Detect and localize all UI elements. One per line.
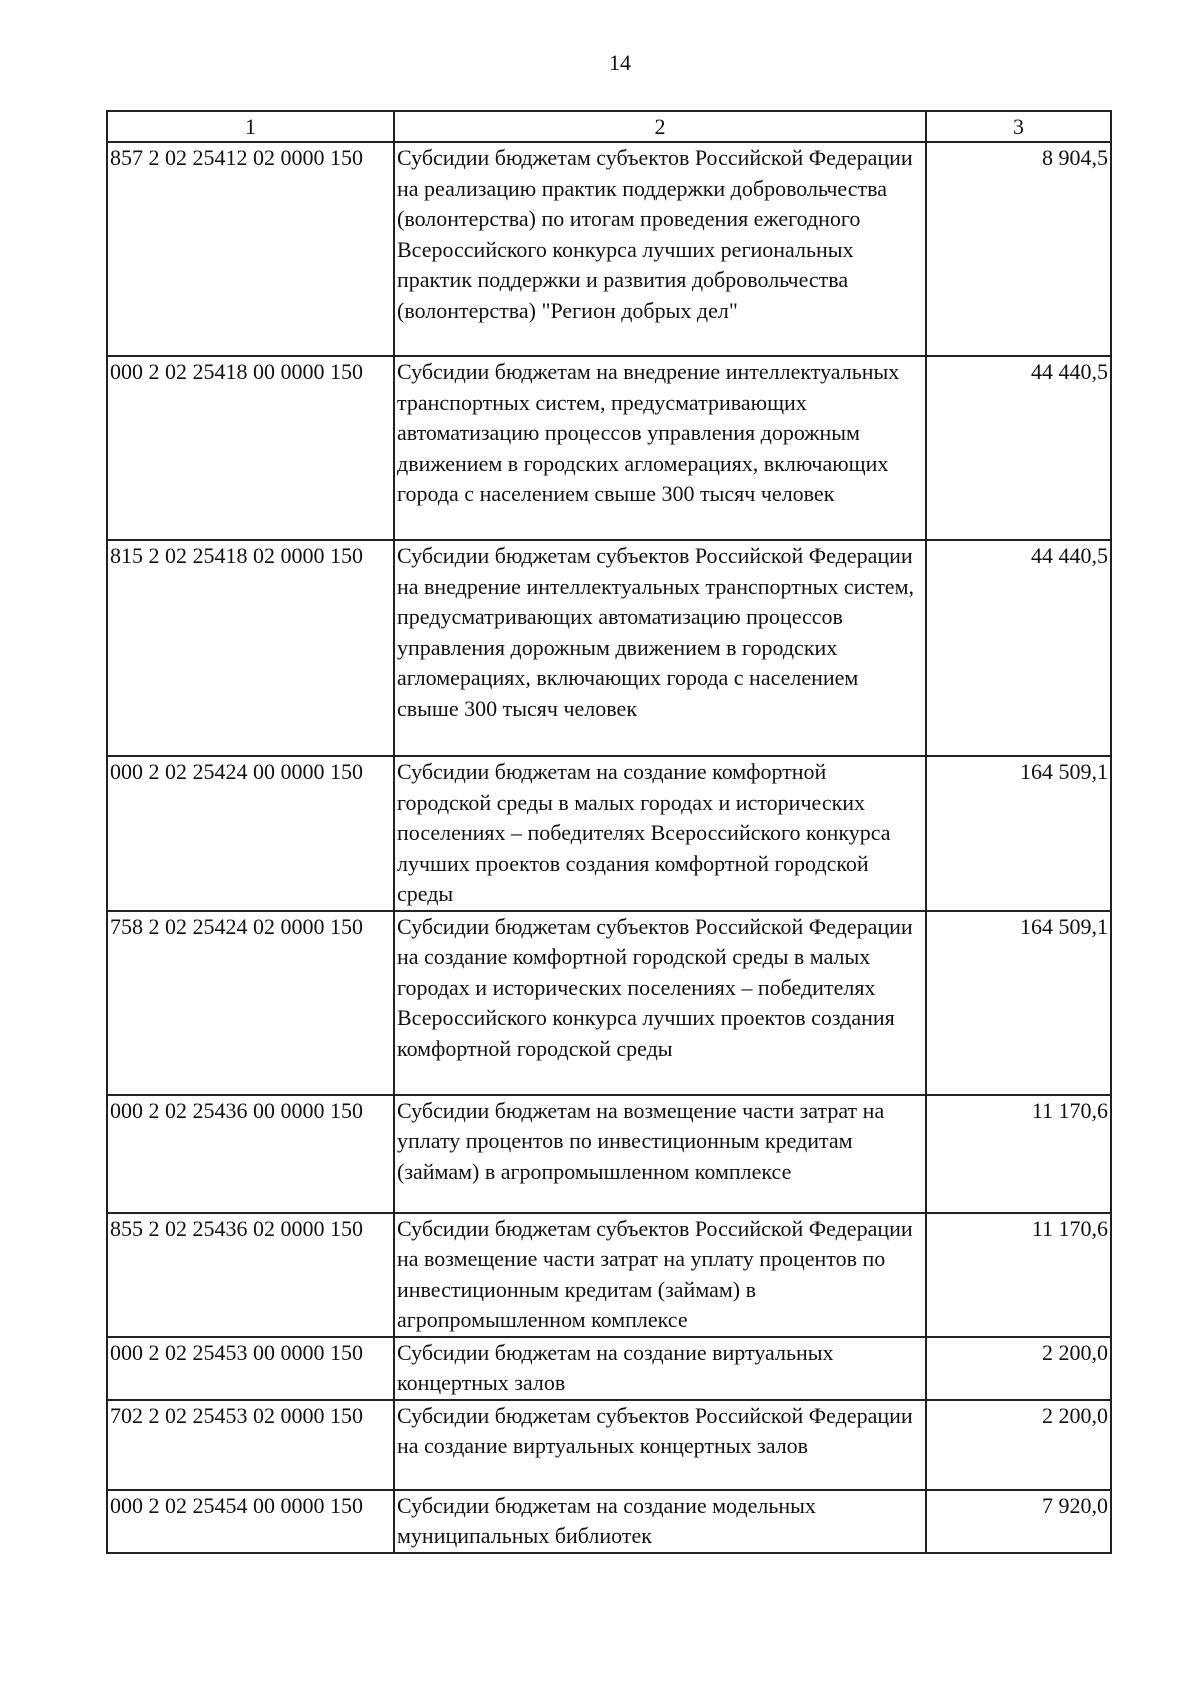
row-amount: 11 170,6 <box>926 1213 1111 1337</box>
row-name: Субсидии бюджетам на создание модельных муниципальных библиотек <box>394 1490 926 1553</box>
row-amount: 7 920,0 <box>926 1490 1111 1553</box>
row-amount: 164 509,1 <box>926 911 1111 1095</box>
row-name: Субсидии бюджетам субъектов Российской Федерации на создание комфортной городской среды в малых городах и исторических поселениях – победителях Всероссийского конкурса лучших проектов создания комфортной городской среды <box>394 911 926 1095</box>
row-amount: 11 170,6 <box>926 1095 1111 1213</box>
row-name: Субсидии бюджетам на создание комфортной городской среды в малых городах и исторических поселениях – победителях Всероссийского конкурса лучших проектов создания комфортной городской среды <box>394 756 926 911</box>
row-code: 702 2 02 25453 02 0000 150 <box>107 1400 394 1490</box>
table-row <box>107 142 1111 356</box>
row-code: 758 2 02 25424 02 0000 150 <box>107 911 394 1095</box>
budget-table <box>106 110 1112 1554</box>
row-name: Субсидии бюджетам на создание виртуальных концертных залов <box>394 1337 926 1400</box>
table-header-row <box>107 111 1111 142</box>
row-name: Субсидии бюджетам на внедрение интеллектуальных транспортных систем, предусматривающих автоматизацию процессов управления дорожным движением в городских агломерациях, включающих города с населением свыше 300 тысяч человек <box>394 356 926 540</box>
row-code: 000 2 02 25436 00 0000 150 <box>107 1095 394 1213</box>
row-code: 815 2 02 25418 02 0000 150 <box>107 540 394 756</box>
row-code: 000 2 02 25424 00 0000 150 <box>107 756 394 911</box>
table-row <box>107 540 1111 756</box>
table-row <box>107 1400 1111 1490</box>
row-name: Субсидии бюджетам субъектов Российской Федерации на возмещение части затрат на уплату процентов по инвестиционным кредитам (займам) в агропромышленном комплексе <box>394 1213 926 1337</box>
row-amount: 44 440,5 <box>926 356 1111 540</box>
page-number: 14 <box>609 50 631 75</box>
table-row <box>107 1095 1111 1213</box>
row-code: 000 2 02 25418 00 0000 150 <box>107 356 394 540</box>
row-amount: 164 509,1 <box>926 756 1111 911</box>
table-row <box>107 356 1111 540</box>
row-name: Субсидии бюджетам на возмещение части затрат на уплату процентов по инвестиционным кредитам (займам) в агропромышленном комплексе <box>394 1095 926 1213</box>
column-header-code: 1 <box>107 111 394 142</box>
table-row <box>107 1213 1111 1337</box>
column-header-amount: 3 <box>926 111 1111 142</box>
table-row <box>107 911 1111 1095</box>
row-name: Субсидии бюджетам субъектов Российской Федерации на создание виртуальных концертных залов <box>394 1400 926 1490</box>
row-amount: 8 904,5 <box>926 142 1111 356</box>
row-code: 000 2 02 25453 00 0000 150 <box>107 1337 394 1400</box>
row-code: 857 2 02 25412 02 0000 150 <box>107 142 394 356</box>
table-row <box>107 1490 1111 1553</box>
table-row <box>107 1337 1111 1400</box>
row-code: 855 2 02 25436 02 0000 150 <box>107 1213 394 1337</box>
column-header-name: 2 <box>394 111 926 142</box>
row-amount: 2 200,0 <box>926 1400 1111 1490</box>
row-amount: 44 440,5 <box>926 540 1111 756</box>
row-name: Субсидии бюджетам субъектов Российской Федерации на внедрение интеллектуальных транспортных систем, предусматривающих автоматизацию процессов управления дорожным движением в городских агломерациях, включающих города с населением свыше 300 тысяч человек <box>394 540 926 756</box>
row-amount: 2 200,0 <box>926 1337 1111 1400</box>
row-name: Субсидии бюджетам субъектов Российской Федерации на реализацию практик поддержки добровольчества (волонтерства) по итогам проведения ежегодного Всероссийского конкурса лучших региональных практик поддержки и развития добровольчества (волонтерства) "Регион добрых дел" <box>394 142 926 356</box>
row-code: 000 2 02 25454 00 0000 150 <box>107 1490 394 1553</box>
table-row <box>107 756 1111 911</box>
